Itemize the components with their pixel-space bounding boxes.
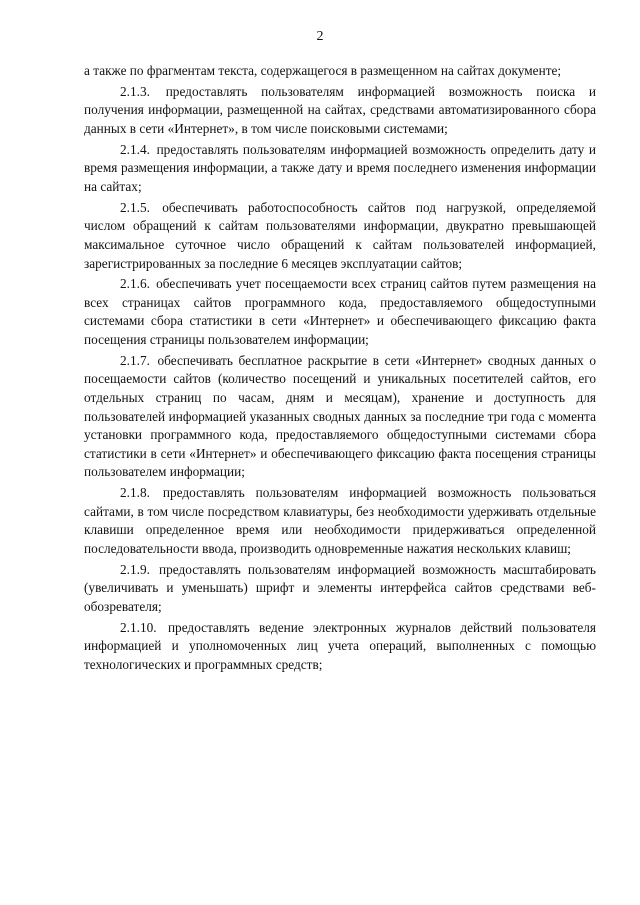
paragraph-2-1-7 xyxy=(84,352,596,482)
paragraph-number: 2.1.9. xyxy=(120,561,150,577)
paragraph-text: предоставлять ведение электронных журналов действий пользователя информацией и уполномоченных лиц учета операций, выполненных с помощью технологических и программных средств; xyxy=(84,619,596,672)
paragraph-text: предоставлять пользователям информацией возможность масштабировать (увеличивать и уменьшать) шрифт и элементы интерфейса сайтов средствами веб-обозревателя; xyxy=(84,561,596,614)
paragraph-text: обеспечивать работоспособность сайтов под нагрузкой, определяемой числом обращений к сайтам пользователями информации, двукратно превышающей максимальное суточное число обращений к сайтам пользователей информацией, зарегистрированных за последние 6 месяцев эксплуатации сайтов; xyxy=(84,199,596,271)
paragraph-number: 2.1.8. xyxy=(120,485,150,501)
paragraph-text: а также по фрагментам текста, содержащегося в размещенном на сайтах документе; xyxy=(84,63,562,78)
paragraph-number: 2.1.10. xyxy=(120,619,157,635)
paragraph-continuation xyxy=(84,62,596,81)
page-number: 2 xyxy=(316,29,324,44)
paragraph-number: 2.1.4. xyxy=(120,141,150,157)
paragraph-text: предоставлять пользователям информацией возможность поиска и получения информации, размещенной на сайтах, средствами автоматизированного сбора данных в сети «Интернет», в том числе поисковыми системами; xyxy=(84,83,597,136)
paragraph-number: 2.1.7. xyxy=(120,352,150,368)
paragraph-number: 2.1.5. xyxy=(120,199,150,215)
document-body xyxy=(84,62,596,675)
paragraph-2-1-3 xyxy=(84,83,596,139)
paragraph-text: предоставлять пользователям информацией возможность определить дату и время размещения информации, а также дату и время последнего изменения информации на сайтах; xyxy=(84,141,597,194)
paragraph-2-1-6 xyxy=(84,275,596,349)
paragraph-2-1-9 xyxy=(84,561,596,617)
paragraph-2-1-4 xyxy=(84,141,596,197)
paragraph-text: предоставлять пользователям информацией возможность пользоваться сайтами, в том числе посредством клавиатуры, без необходимости удерживать отдельные клавиши определенное время или необходимости придерживаться определенной последовательности ввода, производить одновременные нажатия нескольких клавиш; xyxy=(84,485,596,556)
paragraph-2-1-5 xyxy=(84,199,596,273)
paragraph-2-1-8 xyxy=(84,484,596,558)
paragraph-text: обеспечивать учет посещаемости всех страниц сайтов путем размещения на всех страницах сайтов программного кода, предоставляемого общедоступными системами сбора статистики в сети «Интернет» и обеспечивающего фиксацию факта посещения страницы пользователем информации; xyxy=(84,276,596,348)
paragraph-number: 2.1.3. xyxy=(120,83,150,99)
paragraph-number: 2.1.6. xyxy=(120,276,150,292)
paragraph-text: обеспечивать бесплатное раскрытие в сети «Интернет» сводных данных о посещаемости сайтов (количество посещений и уникальных посетителей сайтов, его отдельных страниц по часам, дням и месяцам), хранение и доступность для пользователей информацией указанных сводных данных за последние три года с момента установки программного кода, предоставляемого общедоступными системами сбора статистики в сети «Интернет» и обеспечивающего фиксацию факта посещения страницы пользователем информации; xyxy=(84,352,597,480)
paragraph-2-1-10 xyxy=(84,619,596,675)
